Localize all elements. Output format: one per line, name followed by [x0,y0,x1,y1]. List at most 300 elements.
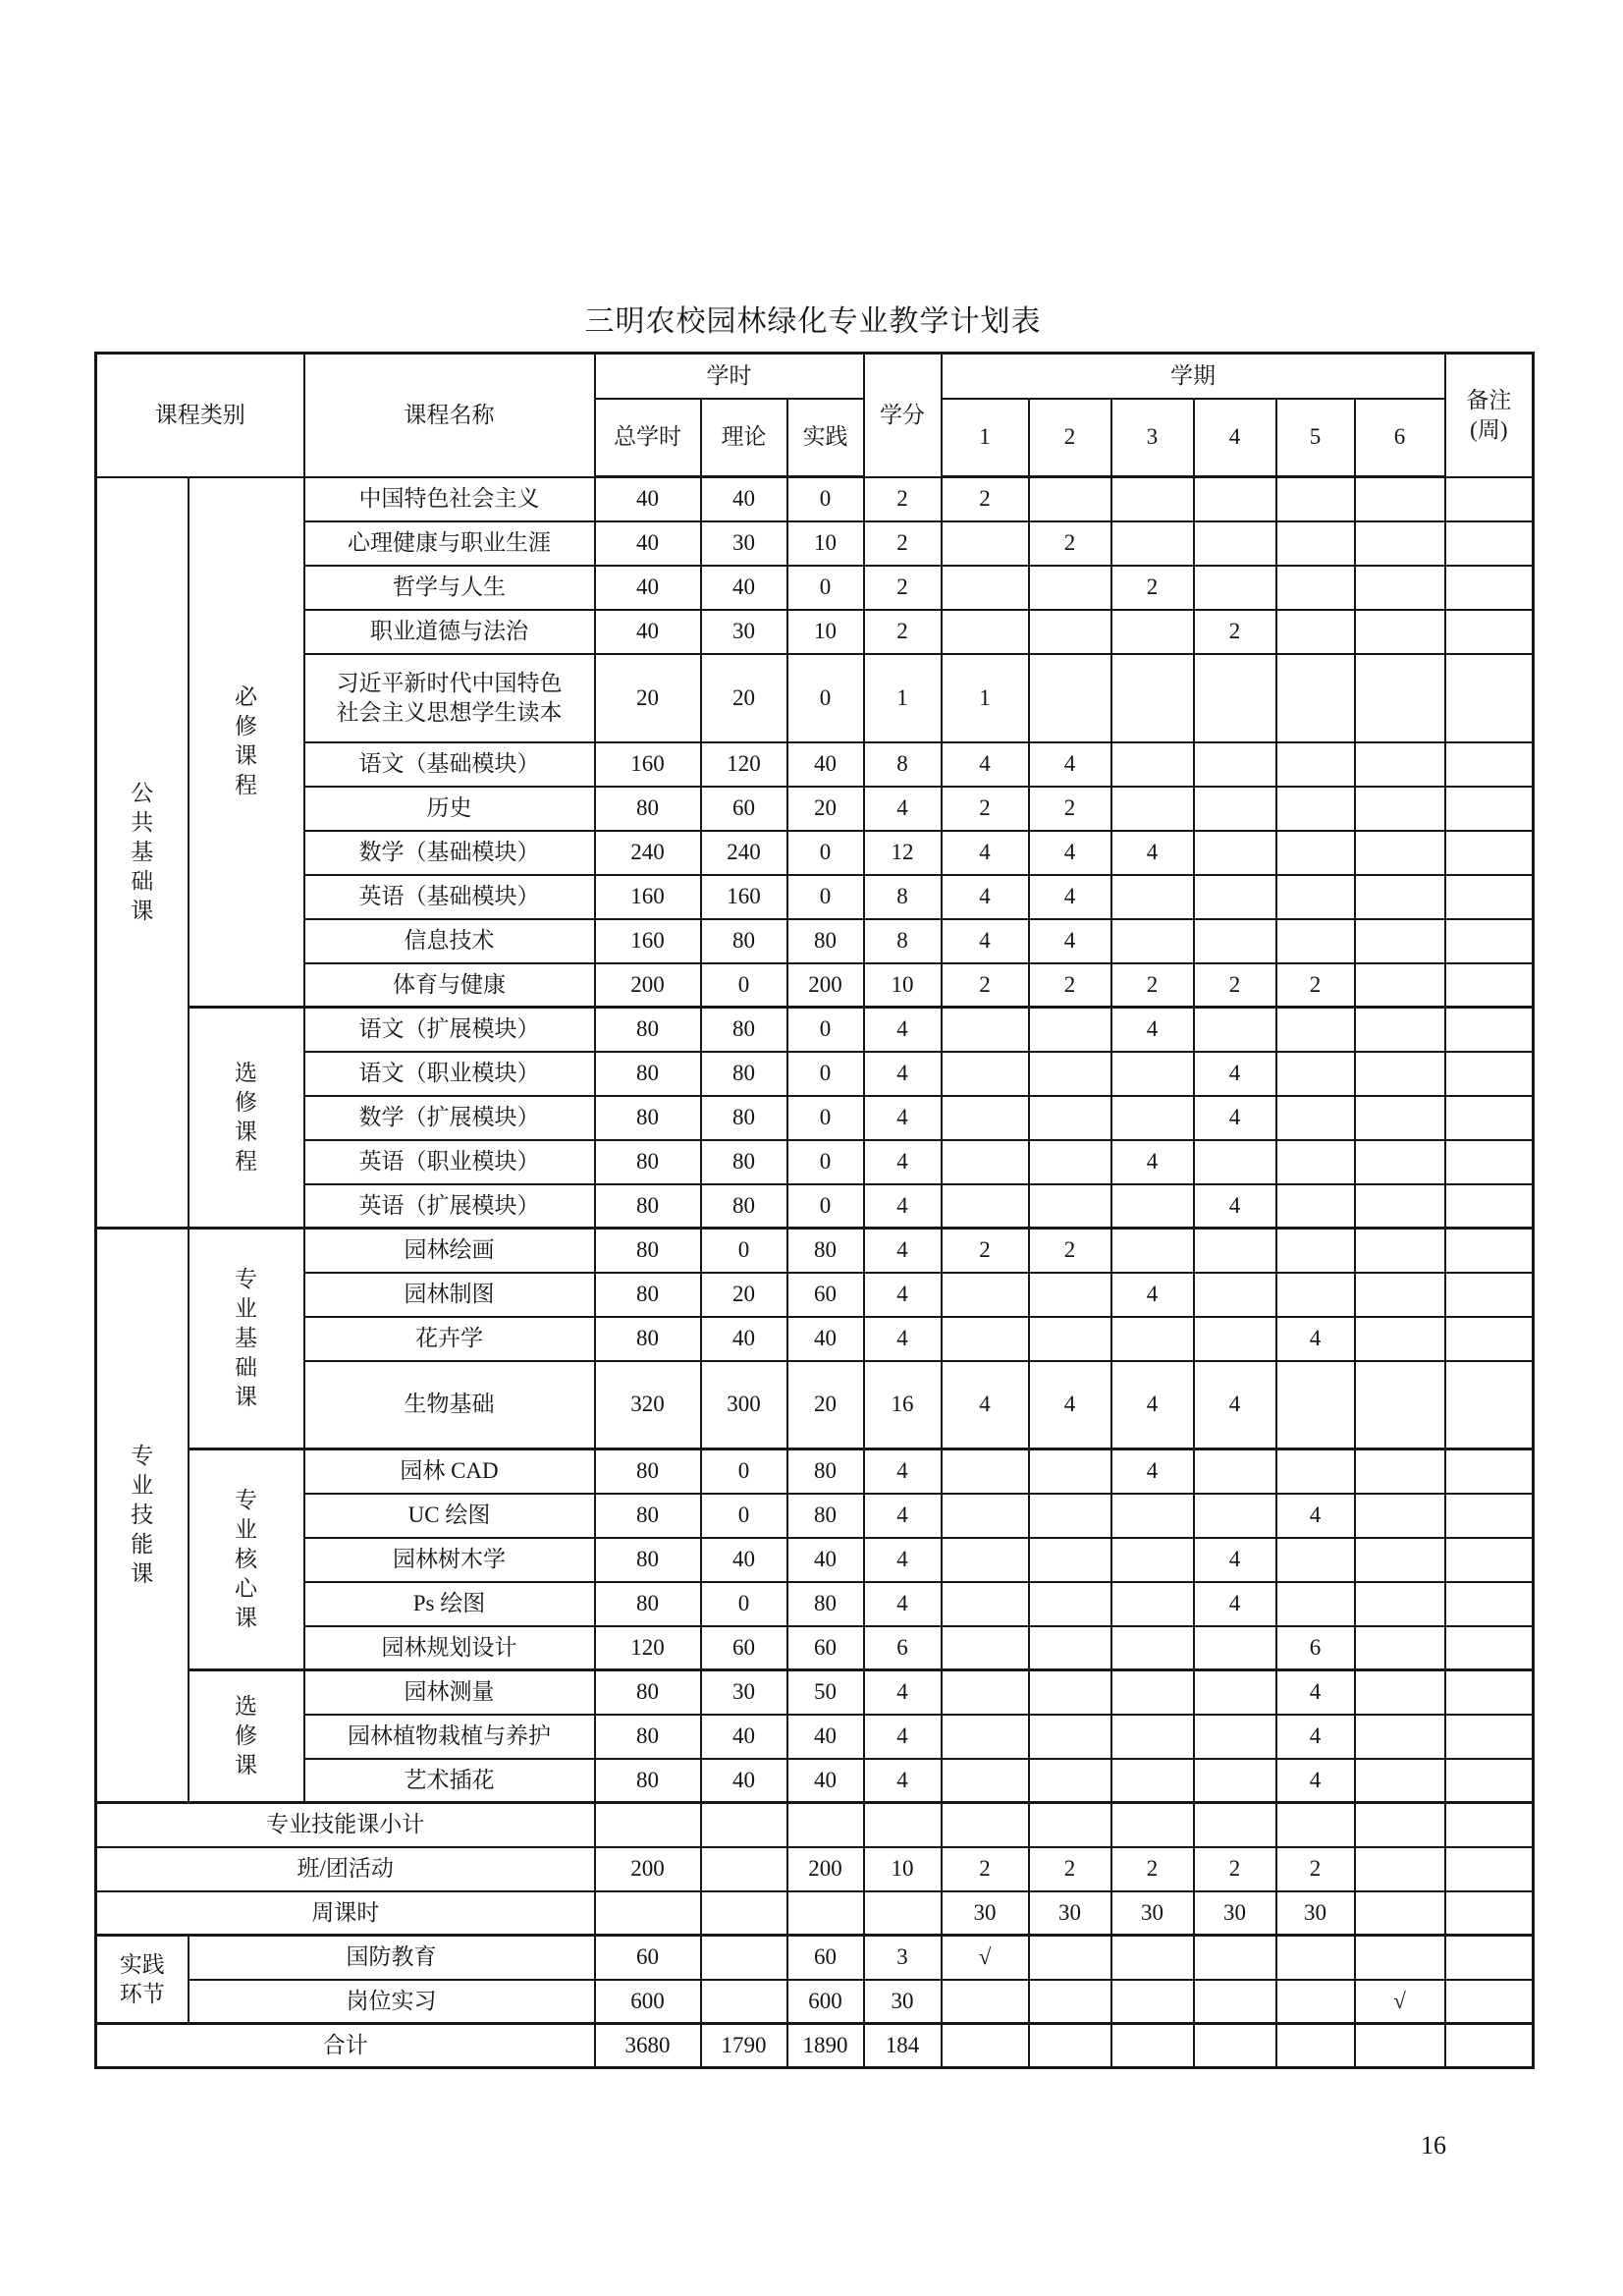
cell-remark [1445,1980,1534,2024]
cell-remark [1445,1052,1534,1096]
cell-remark [1445,1273,1534,1317]
cell-semester-3 [1111,610,1194,654]
cell-remark [1445,1096,1534,1140]
cell-practice-hours: 80 [787,919,864,963]
cell-semester-6 [1355,1096,1445,1140]
cell-semester-5 [1276,2024,1355,2068]
header-semester-6: 6 [1355,399,1445,477]
cell-total-hours: 80 [595,787,701,831]
table-row [96,1715,1534,1759]
cell-course-name: 历史 [304,787,595,831]
cell-semester-4 [1194,831,1276,875]
cell-semester-3 [1111,1670,1194,1715]
cell-total-hours: 200 [595,963,701,1008]
cell-semester-4 [1194,1759,1276,1803]
cell-semester-3 [1111,919,1194,963]
cell-credits: 4 [864,1670,942,1715]
cell-remark [1445,610,1534,654]
cell-total-hours: 80 [595,1140,701,1184]
cell-theory-hours: 40 [701,477,787,521]
cell-semester-1 [942,1317,1029,1361]
cell-semester-5 [1276,1449,1355,1494]
cell-semester-3 [1111,1759,1194,1803]
cell-total-hours: 80 [595,1494,701,1538]
cell-practice-hours: 80 [787,1449,864,1494]
cell-semester-1: 4 [942,875,1029,919]
cell-semester-2 [1029,1626,1111,1670]
cell-semester-6 [1355,1626,1445,1670]
table-row [96,1184,1534,1229]
cell-summary-label: 专业技能课小计 [96,1803,595,1847]
table-row [96,742,1534,787]
cell-remark [1445,875,1534,919]
cell-semester-4 [1194,2024,1276,2068]
cell-credits: 4 [864,1184,942,1229]
cell-course-name: 英语（职业模块） [304,1140,595,1184]
cell-credits: 2 [864,610,942,654]
cell-credits: 2 [864,566,942,610]
cell-credits: 4 [864,1008,942,1052]
cell-total-hours: 80 [595,1759,701,1803]
cell-course-name: 园林制图 [304,1273,595,1317]
cell-credits: 4 [864,1494,942,1538]
cell-remark [1445,1140,1534,1184]
cell-semester-2 [1029,1980,1111,2024]
cell-credits: 4 [864,1582,942,1626]
header-semester-4: 4 [1194,399,1276,477]
header-course-category: 课程类别 [96,354,304,477]
cell-practice-hours: 0 [787,1184,864,1229]
cell-practice-hours: 50 [787,1670,864,1715]
cell-theory-hours: 0 [701,1494,787,1538]
cell-practice-hours: 200 [787,1847,864,1891]
cell-semester-6 [1355,1494,1445,1538]
cell-credits [864,1803,942,1847]
cell-credits: 4 [864,1273,942,1317]
cell-semester-4: 30 [1194,1891,1276,1936]
table-row [96,1229,1534,1273]
cell-course-name: 园林绘画 [304,1229,595,1273]
cell-semester-4 [1194,787,1276,831]
cell-semester-2 [1029,1449,1111,1494]
subcategory-label: 选 修 课 程 [189,1008,304,1229]
cell-course-name: 语文（扩展模块） [304,1008,595,1052]
cell-total-hours: 60 [595,1936,701,1980]
cell-semester-1: 2 [942,963,1029,1008]
cell-practice-hours: 0 [787,1052,864,1096]
cell-theory-hours: 80 [701,1184,787,1229]
cell-practice-hours: 0 [787,1140,864,1184]
cell-credits: 4 [864,1759,942,1803]
cell-semester-4 [1194,1980,1276,2024]
cell-practice-hours: 40 [787,1317,864,1361]
cell-semester-5 [1276,521,1355,566]
cell-remark [1445,1670,1534,1715]
cell-semester-3: 4 [1111,1361,1194,1449]
cell-credits: 30 [864,1980,942,2024]
subcategory-label: 专 业 核 心 课 [189,1449,304,1670]
header-row-1 [96,354,1534,399]
cell-practice-hours [787,1891,864,1936]
cell-semester-4 [1194,654,1276,742]
cell-semester-5 [1276,787,1355,831]
cell-course-name: 园林 CAD [304,1449,595,1494]
cell-semester-5 [1276,831,1355,875]
cell-semester-4: 2 [1194,963,1276,1008]
cell-remark [1445,521,1534,566]
cell-semester-2: 2 [1029,787,1111,831]
table-row [96,1538,1534,1582]
cell-course-name: 艺术插花 [304,1759,595,1803]
cell-practice-hours: 0 [787,654,864,742]
cell-semester-1 [942,610,1029,654]
header-credits: 学分 [864,354,942,477]
cell-course-name: 岗位实习 [189,1980,595,2024]
cell-semester-6 [1355,1936,1445,1980]
cell-total-hours: 200 [595,1847,701,1891]
cell-practice-hours: 200 [787,963,864,1008]
cell-semester-6 [1355,521,1445,566]
cell-semester-2: 30 [1029,1891,1111,1936]
cell-semester-4: 2 [1194,610,1276,654]
cell-theory-hours: 40 [701,1317,787,1361]
cell-credits: 8 [864,742,942,787]
cell-credits: 4 [864,1317,942,1361]
header-hours: 学时 [595,354,864,399]
cell-remark [1445,1008,1534,1052]
header-remark-line1: 备注 [1466,387,1512,412]
cell-course-name: 数学（扩展模块） [304,1096,595,1140]
cell-theory-hours: 20 [701,654,787,742]
cell-semester-5 [1276,1140,1355,1184]
cell-semester-2: 4 [1029,919,1111,963]
subcategory-label: 必 修 课 程 [189,477,304,1008]
cell-semester-2 [1029,1803,1111,1847]
category-label: 实践 环节 [96,1936,189,2024]
cell-semester-6 [1355,963,1445,1008]
table-row [96,875,1534,919]
header-course-name: 课程名称 [304,354,595,477]
cell-semester-3 [1111,1582,1194,1626]
cell-remark [1445,2024,1534,2068]
cell-semester-1 [942,1096,1029,1140]
cell-practice-hours: 80 [787,1494,864,1538]
cell-semester-3 [1111,2024,1194,2068]
cell-semester-2 [1029,1008,1111,1052]
cell-remark [1445,1184,1534,1229]
cell-semester-3 [1111,787,1194,831]
table-row [96,654,1534,742]
cell-semester-6 [1355,610,1445,654]
cell-course-name: 园林树木学 [304,1538,595,1582]
cell-semester-1 [942,1980,1029,2024]
cell-theory-hours: 30 [701,610,787,654]
cell-practice-hours: 1890 [787,2024,864,2068]
cell-remark [1445,831,1534,875]
subcategory-label: 专 业 基 础 课 [189,1229,304,1449]
cell-semester-6 [1355,1052,1445,1096]
cell-semester-1 [942,2024,1029,2068]
cell-remark [1445,1626,1534,1670]
cell-total-label: 合计 [96,2024,595,2068]
cell-semester-3 [1111,1096,1194,1140]
cell-total-hours: 3680 [595,2024,701,2068]
cell-course-name: 语文（基础模块） [304,742,595,787]
cell-credits: 184 [864,2024,942,2068]
cell-theory-hours: 0 [701,1229,787,1273]
cell-course-name: 园林植物栽植与养护 [304,1715,595,1759]
table-row [96,1759,1534,1803]
header-total-hours: 总学时 [595,399,701,477]
cell-course-name: UC 绘图 [304,1494,595,1538]
table-row [96,1361,1534,1449]
cell-practice-hours: 10 [787,610,864,654]
cell-total-hours: 40 [595,521,701,566]
cell-credits: 6 [864,1626,942,1670]
cell-semester-6 [1355,1229,1445,1273]
cell-practice-hours: 40 [787,1538,864,1582]
cell-semester-2 [1029,610,1111,654]
cell-total-hours: 80 [595,1096,701,1140]
cell-course-name: 园林规划设计 [304,1626,595,1670]
cell-theory-hours: 80 [701,919,787,963]
cell-theory-hours: 30 [701,1670,787,1715]
header-practice-hours: 实践 [787,399,864,477]
header-remark [1445,354,1534,477]
cell-semester-2 [1029,1317,1111,1361]
cell-semester-3 [1111,742,1194,787]
cell-semester-5 [1276,1096,1355,1140]
cell-credits: 4 [864,1052,942,1096]
cell-practice-hours: 0 [787,477,864,521]
cell-semester-4 [1194,1229,1276,1273]
table-row [96,1582,1534,1626]
cell-semester-4 [1194,919,1276,963]
cell-semester-4 [1194,1273,1276,1317]
cell-course-name: 生物基础 [304,1361,595,1449]
cell-theory-hours [701,1936,787,1980]
cell-total-hours: 160 [595,742,701,787]
cell-semester-3 [1111,1626,1194,1670]
cell-remark [1445,1847,1534,1891]
cell-practice-hours: 0 [787,875,864,919]
cell-semester-1: 2 [942,787,1029,831]
cell-total-hours: 80 [595,1538,701,1582]
cell-semester-5: 30 [1276,1891,1355,1936]
cell-practice-hours: 0 [787,566,864,610]
cell-remark [1445,1891,1534,1936]
cell-remark [1445,654,1534,742]
cell-practice-hours: 80 [787,1582,864,1626]
cell-semester-2 [1029,1936,1111,1980]
cell-semester-1: 4 [942,831,1029,875]
cell-semester-1 [942,1626,1029,1670]
cell-total-hours: 80 [595,1229,701,1273]
table-row [96,1670,1534,1715]
cell-remark [1445,1494,1534,1538]
category-label: 专 业 技 能 课 [96,1229,189,1803]
cell-total-hours: 40 [595,610,701,654]
cell-credits: 4 [864,787,942,831]
cell-semester-3: 4 [1111,1140,1194,1184]
cell-total-hours: 40 [595,477,701,521]
table-row [96,1273,1534,1317]
cell-remark [1445,1361,1534,1449]
cell-theory-hours: 80 [701,1008,787,1052]
cell-semester-5 [1276,477,1355,521]
cell-semester-4: 4 [1194,1184,1276,1229]
cell-semester-5: 4 [1276,1759,1355,1803]
cell-semester-4 [1194,1803,1276,1847]
cell-semester-6 [1355,1008,1445,1052]
cell-total-hours: 80 [595,1317,701,1361]
cell-semester-1 [942,1582,1029,1626]
cell-semester-2: 4 [1029,831,1111,875]
cell-course-name: 中国特色社会主义 [304,477,595,521]
cell-semester-3: 30 [1111,1891,1194,1936]
cell-semester-1: 30 [942,1891,1029,1936]
table-row [96,566,1534,610]
cell-practice-hours: 20 [787,787,864,831]
cell-semester-2: 2 [1029,963,1111,1008]
cell-semester-5 [1276,654,1355,742]
cell-semester-5 [1276,1538,1355,1582]
cell-total-hours: 80 [595,1052,701,1096]
cell-practice-hours: 40 [787,742,864,787]
cell-theory-hours: 120 [701,742,787,787]
cell-credits [864,1891,942,1936]
cell-total-hours [595,1891,701,1936]
cell-semester-1: 2 [942,477,1029,521]
cell-semester-1: √ [942,1936,1029,1980]
cell-semester-6 [1355,1715,1445,1759]
cell-semester-6 [1355,477,1445,521]
cell-remark [1445,742,1534,787]
cell-semester-3 [1111,1494,1194,1538]
cell-theory-hours: 80 [701,1052,787,1096]
cell-semester-6 [1355,1317,1445,1361]
cell-semester-4 [1194,1008,1276,1052]
cell-remark [1445,787,1534,831]
cell-semester-5: 6 [1276,1626,1355,1670]
teaching-plan-table [94,352,1535,2069]
cell-semester-4 [1194,521,1276,566]
cell-semester-4 [1194,477,1276,521]
cell-semester-3 [1111,1317,1194,1361]
cell-semester-1 [942,1052,1029,1096]
cell-semester-5 [1276,1008,1355,1052]
cell-semester-2: 4 [1029,1361,1111,1449]
cell-course-name: 国防教育 [189,1936,595,1980]
cell-semester-1: 4 [942,919,1029,963]
header-semester-1: 1 [942,399,1029,477]
cell-semester-6: √ [1355,1980,1445,2024]
cell-semester-5: 4 [1276,1494,1355,1538]
cell-semester-6 [1355,654,1445,742]
cell-theory-hours: 60 [701,1626,787,1670]
cell-total-hours: 160 [595,919,701,963]
cell-semester-1 [942,1184,1029,1229]
cell-theory-hours: 1790 [701,2024,787,2068]
cell-theory-hours: 40 [701,566,787,610]
cell-semester-6 [1355,919,1445,963]
cell-semester-1 [942,1759,1029,1803]
cell-credits: 4 [864,1096,942,1140]
cell-semester-4 [1194,1715,1276,1759]
cell-semester-4: 4 [1194,1582,1276,1626]
cell-semester-2 [1029,1140,1111,1184]
cell-theory-hours [701,1891,787,1936]
cell-semester-5 [1276,919,1355,963]
table-row [96,1980,1534,2024]
cell-semester-5: 4 [1276,1317,1355,1361]
cell-semester-6 [1355,566,1445,610]
cell-course-name: 英语（扩展模块） [304,1184,595,1229]
cell-credits: 4 [864,1140,942,1184]
header-semester-2: 2 [1029,399,1111,477]
cell-semester-2: 4 [1029,875,1111,919]
cell-semester-3 [1111,521,1194,566]
cell-total-hours: 240 [595,831,701,875]
cell-semester-2 [1029,2024,1111,2068]
cell-semester-3 [1111,1980,1194,2024]
cell-theory-hours: 30 [701,521,787,566]
cell-theory-hours: 0 [701,1582,787,1626]
cell-course-name: Ps 绘图 [304,1582,595,1626]
cell-credits: 1 [864,654,942,742]
cell-practice-hours: 60 [787,1273,864,1317]
cell-semester-4 [1194,875,1276,919]
cell-semester-5 [1276,742,1355,787]
cell-remark [1445,963,1534,1008]
cell-semester-2: 4 [1029,742,1111,787]
cell-semester-5 [1276,1229,1355,1273]
cell-semester-6 [1355,787,1445,831]
cell-practice-hours: 0 [787,1008,864,1052]
cell-semester-1 [942,1715,1029,1759]
cell-semester-3: 4 [1111,1449,1194,1494]
cell-credits: 12 [864,831,942,875]
cell-semester-5 [1276,1273,1355,1317]
cell-course-name: 语文（职业模块） [304,1052,595,1096]
cell-semester-1: 1 [942,654,1029,742]
cell-semester-5: 4 [1276,1670,1355,1715]
cell-total-hours: 80 [595,1008,701,1052]
header-semester: 学期 [942,354,1445,399]
cell-semester-3 [1111,1538,1194,1582]
cell-semester-5 [1276,875,1355,919]
category-label: 公 共 基 础 课 [96,477,189,1229]
cell-credits: 4 [864,1715,942,1759]
cell-credits: 3 [864,1936,942,1980]
cell-semester-3: 4 [1111,831,1194,875]
cell-semester-5 [1276,1184,1355,1229]
cell-remark [1445,1317,1534,1361]
cell-semester-5: 2 [1276,1847,1355,1891]
cell-remark [1445,1759,1534,1803]
cell-semester-2: 2 [1029,1229,1111,1273]
cell-remark [1445,919,1534,963]
cell-semester-3 [1111,1715,1194,1759]
table-row [96,1096,1534,1140]
cell-semester-1 [942,1008,1029,1052]
cell-semester-2 [1029,654,1111,742]
cell-remark [1445,1229,1534,1273]
cell-semester-3: 2 [1111,963,1194,1008]
cell-semester-3 [1111,1229,1194,1273]
cell-theory-hours: 240 [701,831,787,875]
cell-remark [1445,1803,1534,1847]
